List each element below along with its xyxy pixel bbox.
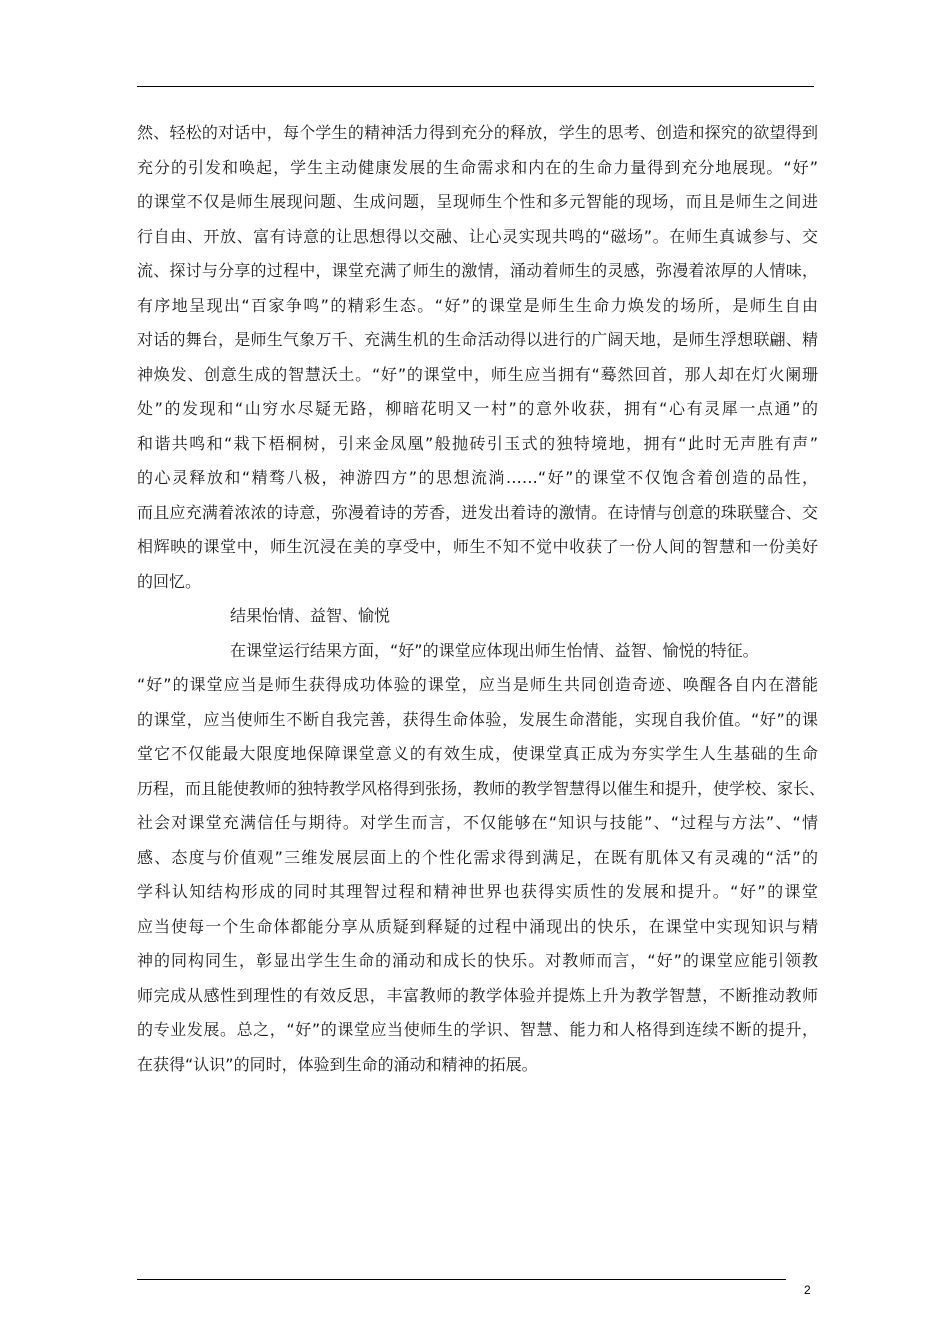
text-line: 行自由、开放、富有诗意的让思想得以交融、让心灵实现共鸣的“磁场”。在师生真诚参与、交 bbox=[137, 226, 818, 246]
text-line: 社会对课堂充满信任与期待。对学生而言，不仅能够在“知识与技能”、“过程与方法”、“情 bbox=[137, 813, 818, 832]
section-heading: 结果怡情、益智、愉悦 bbox=[230, 606, 391, 625]
text-line: 堂它不仅能最大限度地保障课堂意义的有效生成，使课堂真正成为夯实学生人生基础的生命 bbox=[137, 744, 818, 763]
paragraph-results bbox=[137, 634, 826, 1083]
header-rule bbox=[137, 86, 814, 87]
text-line: 师完成从感性到理性的有效反思，丰富教师的教学体验并提炼上升为教学智慧，不断推动教师 bbox=[137, 985, 818, 1005]
text-line: 学科认知结构形成的同时其理智过程和精神世界也获得实质性的发展和提升。“好”的课堂 bbox=[137, 882, 818, 901]
text-line: 的回忆。 bbox=[137, 571, 202, 591]
text-line: 在获得“认识”的同时，体验到生命的涌动和精神的拓展。 bbox=[137, 1054, 538, 1074]
text-line: 的课堂不仅是师生展现问题、生成问题，呈现师生个性和多元智能的现场，而且是师生之间进 bbox=[137, 192, 818, 211]
text-line: 感、态度与价值观”三维发展层面上的个性化需求得到满足，在既有肌体又有灵魂的“活”的 bbox=[137, 847, 818, 867]
text-line: 神的同构同生，彰显出学生生命的涌动和成长的快乐。对教师而言，“好”的课堂应能引领教 bbox=[137, 951, 818, 970]
text-line: 有序地呈现出“百家争鸣”的精彩生态。“好”的课堂是师生生命力焕发的场所，是师生自由 bbox=[137, 295, 818, 315]
document-body bbox=[137, 116, 826, 1082]
paragraph-continued bbox=[137, 116, 818, 599]
text-line: 应当使每一个生命体都能分享从质疑到释疑的过程中涌现出的快乐，在课堂中实现知识与精 bbox=[137, 916, 818, 936]
text-line: 的心灵释放和“精骛八极，神游四方”的思想流淌……“好”的课堂不仅饱含着创造的品性， bbox=[137, 468, 818, 487]
text-line: 而且应充满着浓浓的诗意，弥漫着诗的芳香，迸发出着诗的激情。在诗情与创意的珠联璧合、交 bbox=[137, 502, 818, 522]
text-line: 神焕发、创意生成的智慧沃土。“好”的课堂中，师生应当拥有“蓦然回首，那人却在灯火阑珊 bbox=[137, 364, 818, 384]
footer-rule bbox=[137, 1279, 786, 1280]
text-line: 在课堂运行结果方面，“好”的课堂应体现出师生怡情、益智、愉悦的特征。 bbox=[230, 640, 759, 660]
text-line: 处”的发现和“山穷水尽疑无路，柳暗花明又一村”的意外收获，拥有“心有灵犀一点通”的 bbox=[137, 399, 818, 418]
page-number: 2 bbox=[804, 1283, 811, 1297]
text-line: 相辉映的课堂中，师生沉浸在美的享受中，师生不知不觉中收获了一份人间的智慧和一份美好 bbox=[137, 537, 818, 556]
text-line: 流、探讨与分享的过程中，课堂充满了师生的激情，涌动着师生的灵感，弥漫着浓厚的人情味， bbox=[137, 261, 818, 280]
text-line: 充分的引发和唤起，学生主动健康发展的生命需求和内在的生命力量得到充分地展现。“好” bbox=[137, 157, 818, 177]
text-line: 历程，而且能使教师的独特教学风格得到张扬，教师的教学智慧得以催生和提升，使学校、家长、 bbox=[137, 778, 826, 798]
text-line: 和谐共鸣和“栽下梧桐树，引来金凤凰”般抛砖引玉式的独特境地，拥有“此时无声胜有声” bbox=[137, 433, 818, 453]
text-line: “好”的课堂应当是师生获得成功体验的课堂，应当是师生共同创造奇迹、唤醒各自内在潜能 bbox=[137, 675, 818, 694]
text-line: 对话的舞台，是师生气象万千、充满生机的生命活动得以进行的广阔天地，是师生浮想联翩、精 bbox=[137, 330, 818, 349]
text-line: 的专业发展。总之，“好”的课堂应当使师生的学识、智慧、能力和人格得到连续不断的提升， bbox=[137, 1020, 818, 1039]
text-line: 然、轻松的对话中，每个学生的精神活力得到充分的释放，学生的思考、创造和探究的欲望得到 bbox=[137, 123, 818, 142]
text-line: 的课堂，应当使师生不断自我完善，获得生命体验，发展生命潜能，实现自我价值。“好”的课 bbox=[137, 709, 818, 729]
